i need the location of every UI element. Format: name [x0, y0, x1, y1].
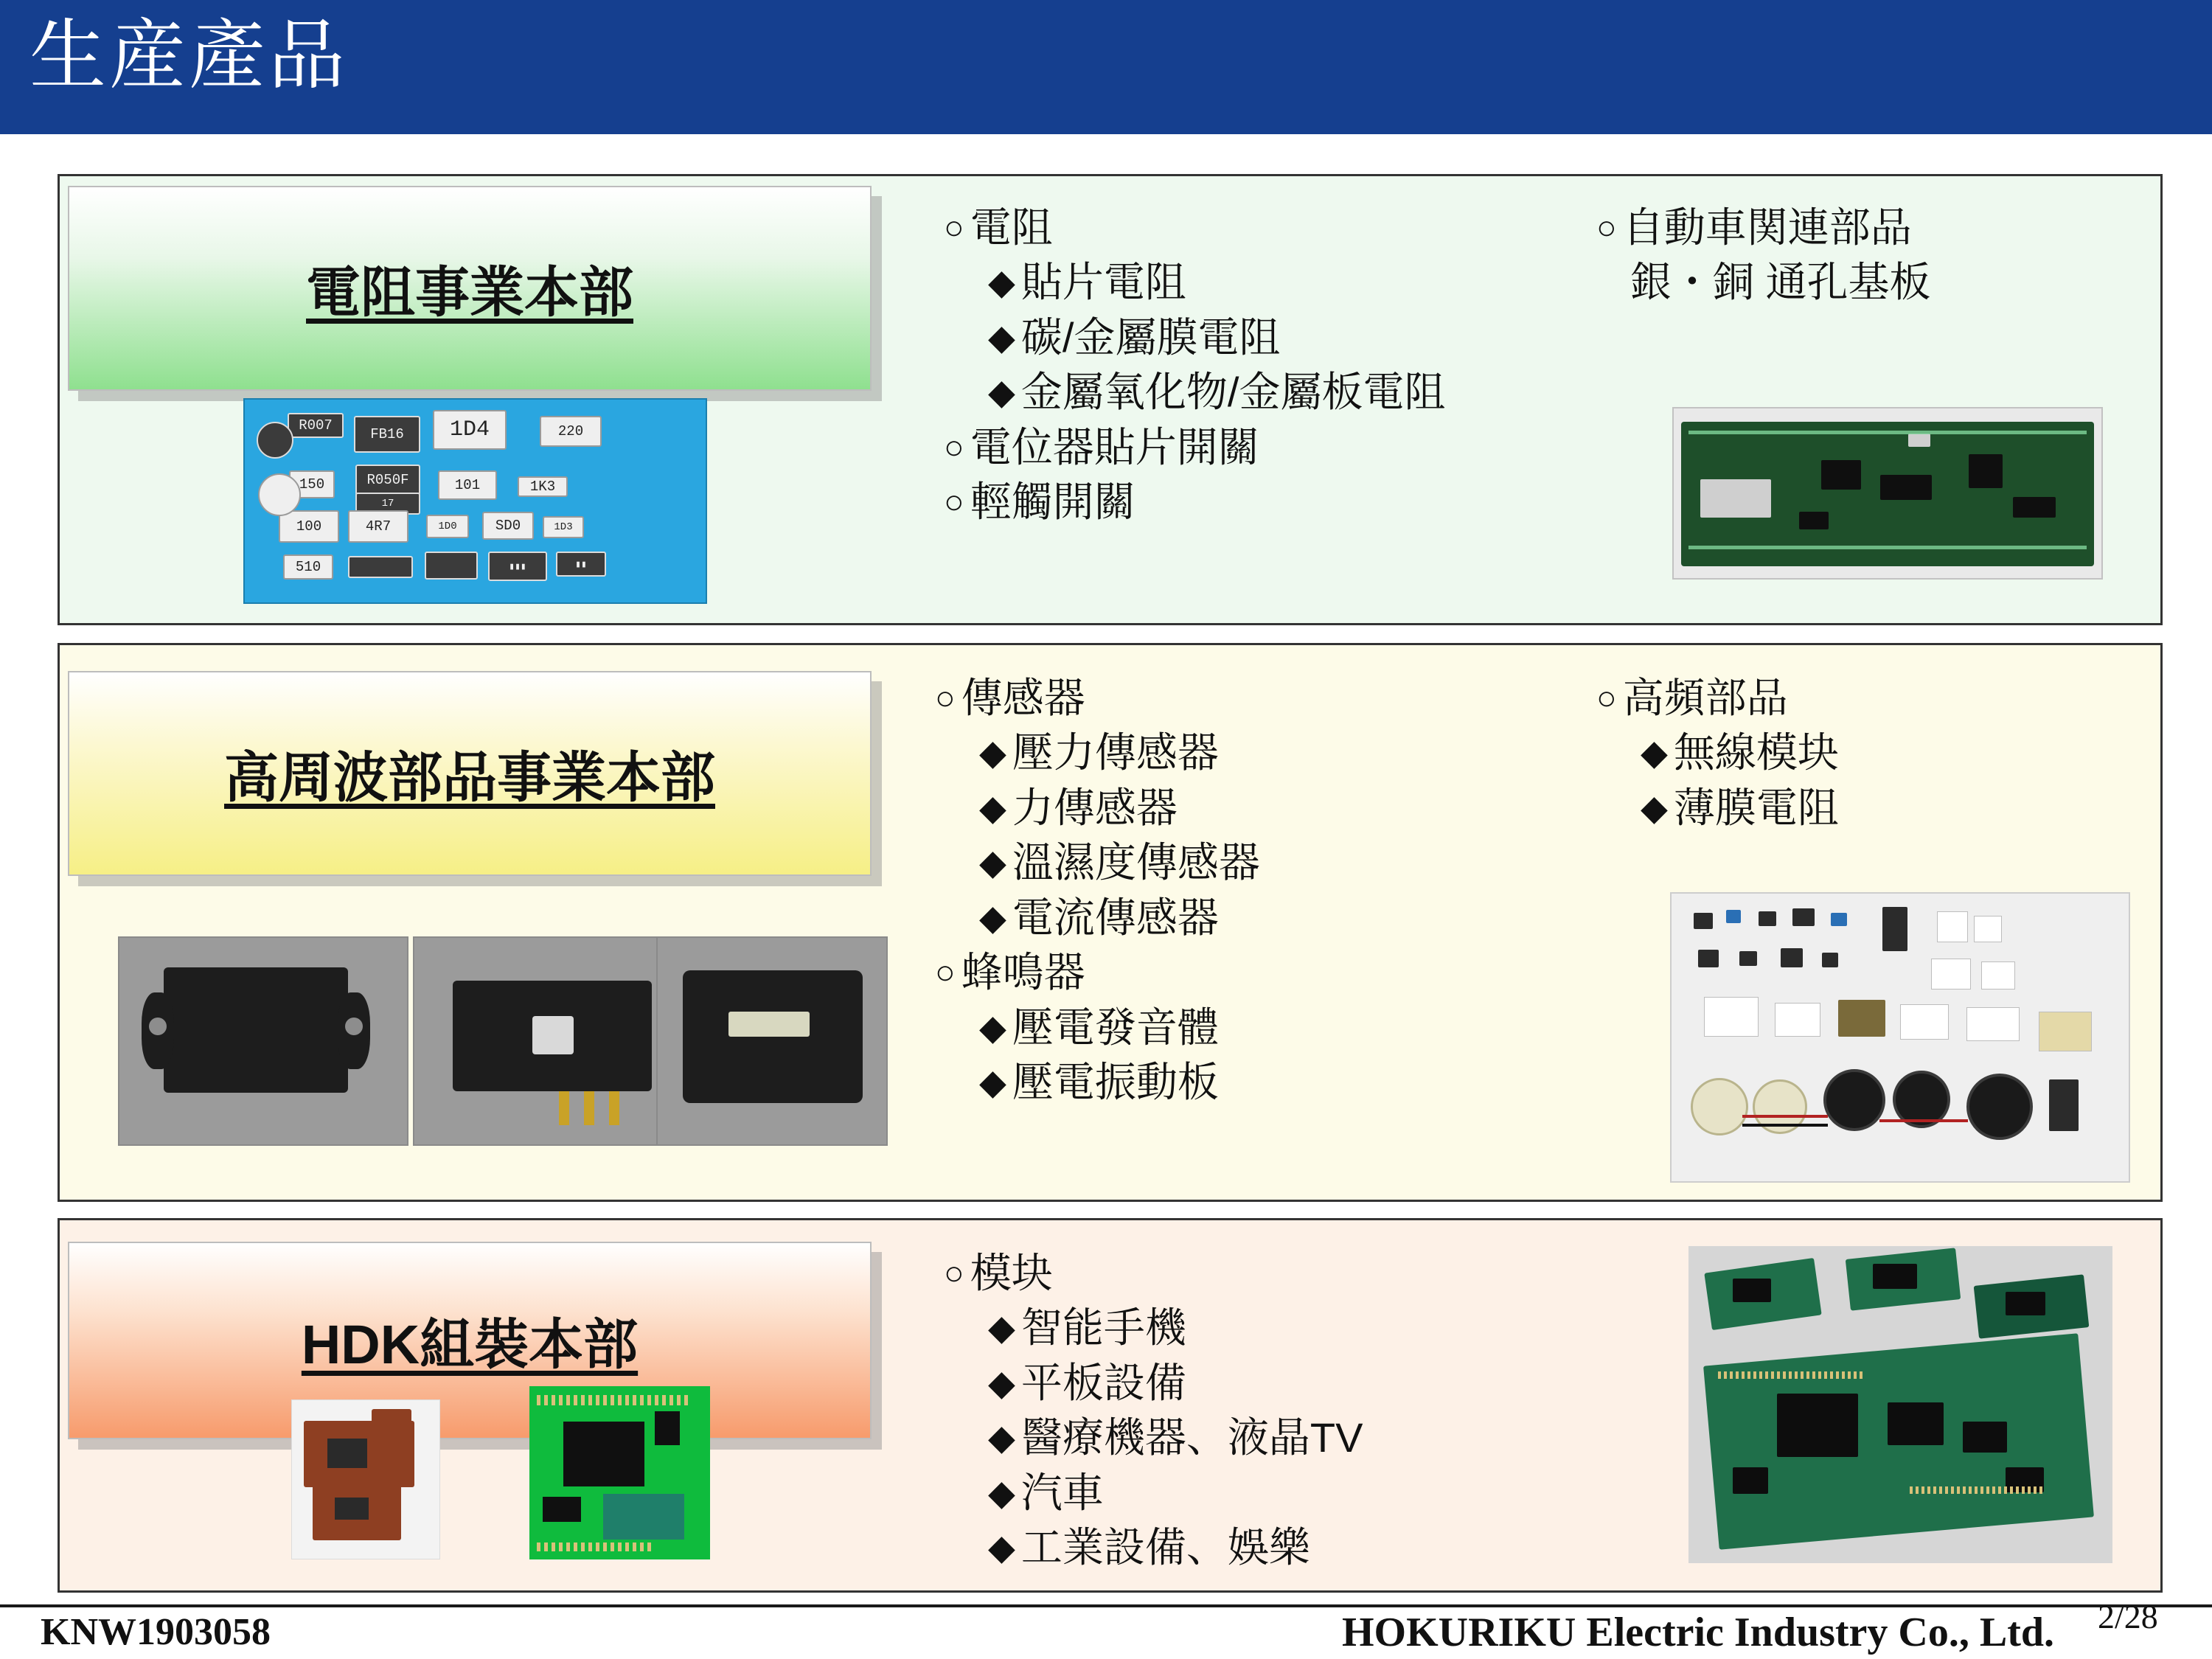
chip-sample: 510	[283, 554, 333, 580]
resistor-product-list-right	[1596, 201, 1931, 310]
division-title-hdk-label: HDK組裝本部	[301, 1314, 639, 1375]
sensor-lead	[609, 1091, 619, 1125]
part	[1792, 908, 1815, 926]
part	[1931, 959, 1971, 990]
pcb-pad	[1700, 479, 1771, 518]
pcb-ic	[1880, 475, 1932, 500]
sensor-lead	[584, 1091, 594, 1125]
chip-sample: FB16	[354, 416, 420, 453]
module-ic	[655, 1411, 680, 1445]
list-item: ○ 自動車関連部品	[1596, 201, 1931, 255]
list-item: ◆ 壓電振動板	[935, 1055, 1260, 1110]
chip-sample: ▮▮▮	[488, 552, 547, 581]
chip-sample: R050F	[355, 465, 420, 495]
chip-sample: SD0	[482, 512, 534, 540]
temperature-humidity-sensor-photo	[656, 936, 888, 1146]
high-frequency-product-list-right	[1596, 671, 1839, 835]
list-item: ◆ 貼片電阻	[944, 255, 1445, 310]
list-item: ◆ 碳/金屬膜電阻	[944, 310, 1445, 365]
division-title-resistor-label: 電阻事業本部	[306, 262, 633, 323]
pressure-sensor-photo	[118, 936, 408, 1146]
list-item: 銀・銅 通孔基板	[1630, 259, 1931, 306]
module-pads	[537, 1395, 692, 1405]
chip-sample: 17	[355, 493, 420, 515]
pcb-ic	[2013, 497, 2056, 518]
list-item: ◆ 溫濕度傳感器	[935, 835, 1260, 890]
resistor-product-list-left	[944, 201, 1445, 530]
list-item: ◆ 汽車	[944, 1466, 1363, 1520]
chip-sample: 101	[438, 470, 497, 500]
module-ic	[563, 1422, 644, 1486]
list-item: ◆ 工業設備、娛樂	[944, 1520, 1363, 1575]
buzzer	[1966, 1074, 2033, 1140]
pcb-trace	[1688, 546, 2087, 549]
slide-header-bar	[0, 0, 2212, 134]
division-title-high-frequency	[68, 671, 872, 876]
pcb-ic	[1969, 454, 2003, 488]
pcb-ic	[1799, 512, 1829, 529]
page-number: 2/28	[2098, 1598, 2158, 1635]
list-item: ◆ 醫療機器、液晶TV	[944, 1411, 1363, 1465]
high-frequency-product-list-left	[935, 671, 1260, 1110]
buzzer	[1823, 1069, 1885, 1131]
part	[1704, 997, 1759, 1037]
lead-wire	[1879, 1119, 1968, 1122]
chip-sample: 1K3	[518, 476, 568, 497]
part	[1739, 951, 1757, 966]
board-ic	[2006, 1292, 2045, 1315]
list-item: ○ 高頻部品	[1596, 671, 1839, 726]
part	[1822, 953, 1838, 967]
part	[1775, 1003, 1820, 1037]
sensor-window	[728, 1012, 810, 1037]
part	[1974, 916, 2002, 942]
sensor-hole	[345, 1018, 363, 1035]
list-item: ◆ 薄膜電阻	[1596, 781, 1839, 835]
list-item: ◆ 壓電發音體	[935, 1001, 1260, 1055]
list-item: ○ 模块	[944, 1246, 1363, 1301]
board-ic	[1733, 1279, 1771, 1302]
wireless-module-photo	[529, 1386, 710, 1559]
part	[1981, 961, 2015, 990]
module-pads	[537, 1543, 655, 1551]
part	[1831, 913, 1847, 926]
piezo-disc	[1691, 1078, 1748, 1135]
sensor-body	[683, 970, 863, 1103]
module-ic	[335, 1498, 369, 1520]
automotive-pcb-photo	[1672, 407, 2103, 580]
module-ic	[543, 1497, 581, 1522]
chip-sample: 1D0	[426, 515, 469, 538]
part	[1966, 1007, 2020, 1041]
board-ic	[1733, 1467, 1768, 1494]
part	[1694, 913, 1713, 929]
list-item: ○ 蜂鳴器	[935, 945, 1260, 1000]
list-item: ○ 傳感器	[935, 671, 1260, 726]
hdk-product-list	[944, 1246, 1363, 1576]
list-item: ◆ 電流傳感器	[935, 891, 1260, 945]
chip-sample	[425, 552, 478, 580]
sensor-hole	[149, 1018, 167, 1035]
board-connector	[1718, 1371, 1865, 1379]
trimmer-sample	[257, 422, 293, 459]
list-item: ◆ 平板設備	[944, 1356, 1363, 1411]
pcb-ic	[1821, 460, 1861, 490]
trimmer-sample	[258, 473, 301, 516]
lead-wire	[1742, 1124, 1828, 1127]
list-item: ○ 電阻	[944, 201, 1445, 255]
module-shield	[603, 1494, 684, 1540]
chip-sample: 4R7	[348, 510, 408, 543]
sensor-port	[532, 1016, 574, 1054]
part	[1726, 910, 1741, 923]
chip-sample: 220	[540, 416, 602, 447]
company-name: HOKURIKU Electric Industry Co., Ltd.	[1342, 1610, 2054, 1655]
footer-divider	[0, 1604, 2212, 1607]
part	[1900, 1004, 1949, 1040]
hdk-assembly-boards-photo	[1688, 1246, 2112, 1563]
chip-sample: R007	[288, 413, 344, 438]
chip-sample: 1D3	[543, 516, 584, 538]
fpc-module-photo	[291, 1399, 440, 1559]
chip-sample	[348, 556, 413, 578]
part	[1698, 950, 1719, 967]
list-item: ○ 輕觸開關	[944, 475, 1445, 529]
high-frequency-parts-photo	[1670, 892, 2130, 1183]
chip-sample: 100	[279, 510, 339, 543]
document-id: KNW1903058	[41, 1611, 271, 1653]
part	[1882, 907, 1907, 951]
chip-sample: 1D4	[433, 410, 507, 450]
list-item: ◆ 智能手機	[944, 1301, 1363, 1355]
board-ic	[1777, 1394, 1858, 1457]
part	[1838, 1000, 1885, 1037]
page-title: 生産產品	[29, 13, 349, 99]
part	[2039, 1012, 2092, 1051]
division-title-high-frequency-label: 高周波部品事業本部	[224, 747, 715, 808]
sensor-body	[164, 967, 348, 1093]
list-item: ◆ 金屬氧化物/金屬板電阻	[944, 365, 1445, 420]
part	[2049, 1079, 2079, 1131]
list-item: ◆ 壓力傳感器	[935, 726, 1260, 780]
resistor-samples-photo	[243, 398, 707, 604]
flex-tail	[372, 1409, 411, 1441]
part	[1781, 948, 1803, 967]
lead-wire	[1742, 1115, 1828, 1118]
list-item: ◆ 力傳感器	[935, 781, 1260, 835]
pcb-pad	[1908, 434, 1930, 447]
board-connector	[1910, 1486, 2042, 1494]
sensor-lead	[559, 1091, 569, 1125]
part	[1759, 911, 1776, 926]
board-ic	[1888, 1402, 1944, 1445]
list-item: ○ 電位器貼片開關	[944, 420, 1445, 475]
division-title-hdk	[68, 1242, 872, 1439]
chip-sample: ▮▮	[556, 552, 606, 577]
pcb-trace	[1688, 431, 2087, 434]
chip-sample: 150	[289, 470, 335, 498]
module-ic	[327, 1439, 367, 1468]
division-title-resistor	[68, 186, 872, 391]
part	[1937, 911, 1968, 942]
board-ic	[1873, 1264, 1917, 1289]
list-item: ◆ 無線模块	[1596, 726, 1839, 780]
board-ic	[1963, 1422, 2007, 1453]
